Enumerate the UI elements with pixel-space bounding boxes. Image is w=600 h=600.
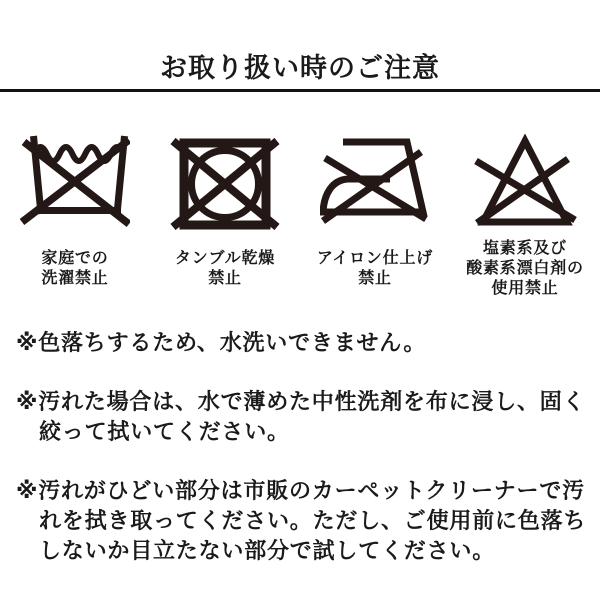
note-no-water-wash [16, 328, 590, 358]
care-symbol-caption [317, 238, 433, 300]
care-symbols-row [0, 134, 600, 300]
caption-line: 使用禁止 [491, 280, 559, 297]
page-header [0, 0, 600, 89]
no-wash-icon [20, 134, 130, 230]
note-line: 絞って拭いてください。 [39, 419, 290, 444]
care-symbol-caption [175, 238, 275, 300]
caption-line: タンブル乾燥 [174, 250, 276, 267]
care-symbol-no-home-washing [0, 134, 150, 300]
note-line: ※汚れがひどい部分は市販のカーペットクリーナーで汚 [16, 478, 585, 503]
note-neutral-detergent [16, 387, 590, 447]
caption-line: アイロン仕上げ [316, 250, 434, 267]
note-line: ※汚れた場合は、水で薄めた中性洗剤を布に浸し、固く [16, 389, 586, 414]
care-symbol-caption [466, 238, 584, 300]
note-line: れを拭き取ってください。ただし、ご使用前に色落ち [39, 508, 587, 533]
page-title: お取り扱い時のご注意 [160, 53, 440, 83]
caption-line: 禁止 [208, 270, 242, 287]
care-symbol-no-bleach [450, 134, 600, 300]
care-symbol-caption [41, 238, 108, 300]
note-line: しないか目立たない部分で試してください。 [39, 538, 496, 563]
note-line: ※色落ちするため、水洗いできません。 [16, 330, 427, 355]
header-divider [0, 89, 600, 92]
caption-line: 塩素系及び [482, 240, 567, 257]
caption-line: 禁止 [358, 270, 392, 287]
no-bleach-icon [470, 134, 580, 230]
no-tumble-dry-icon [170, 134, 280, 230]
caption-line: 酸素系漂白剤の [466, 260, 584, 277]
notes-section [16, 328, 590, 566]
note-carpet-cleaner [16, 476, 590, 566]
care-symbol-no-tumble-dry [150, 134, 300, 300]
caption-line: 家庭での [41, 250, 109, 267]
caption-line: 洗濯禁止 [41, 270, 109, 287]
care-symbol-no-iron [300, 134, 450, 300]
no-iron-icon [320, 134, 430, 230]
